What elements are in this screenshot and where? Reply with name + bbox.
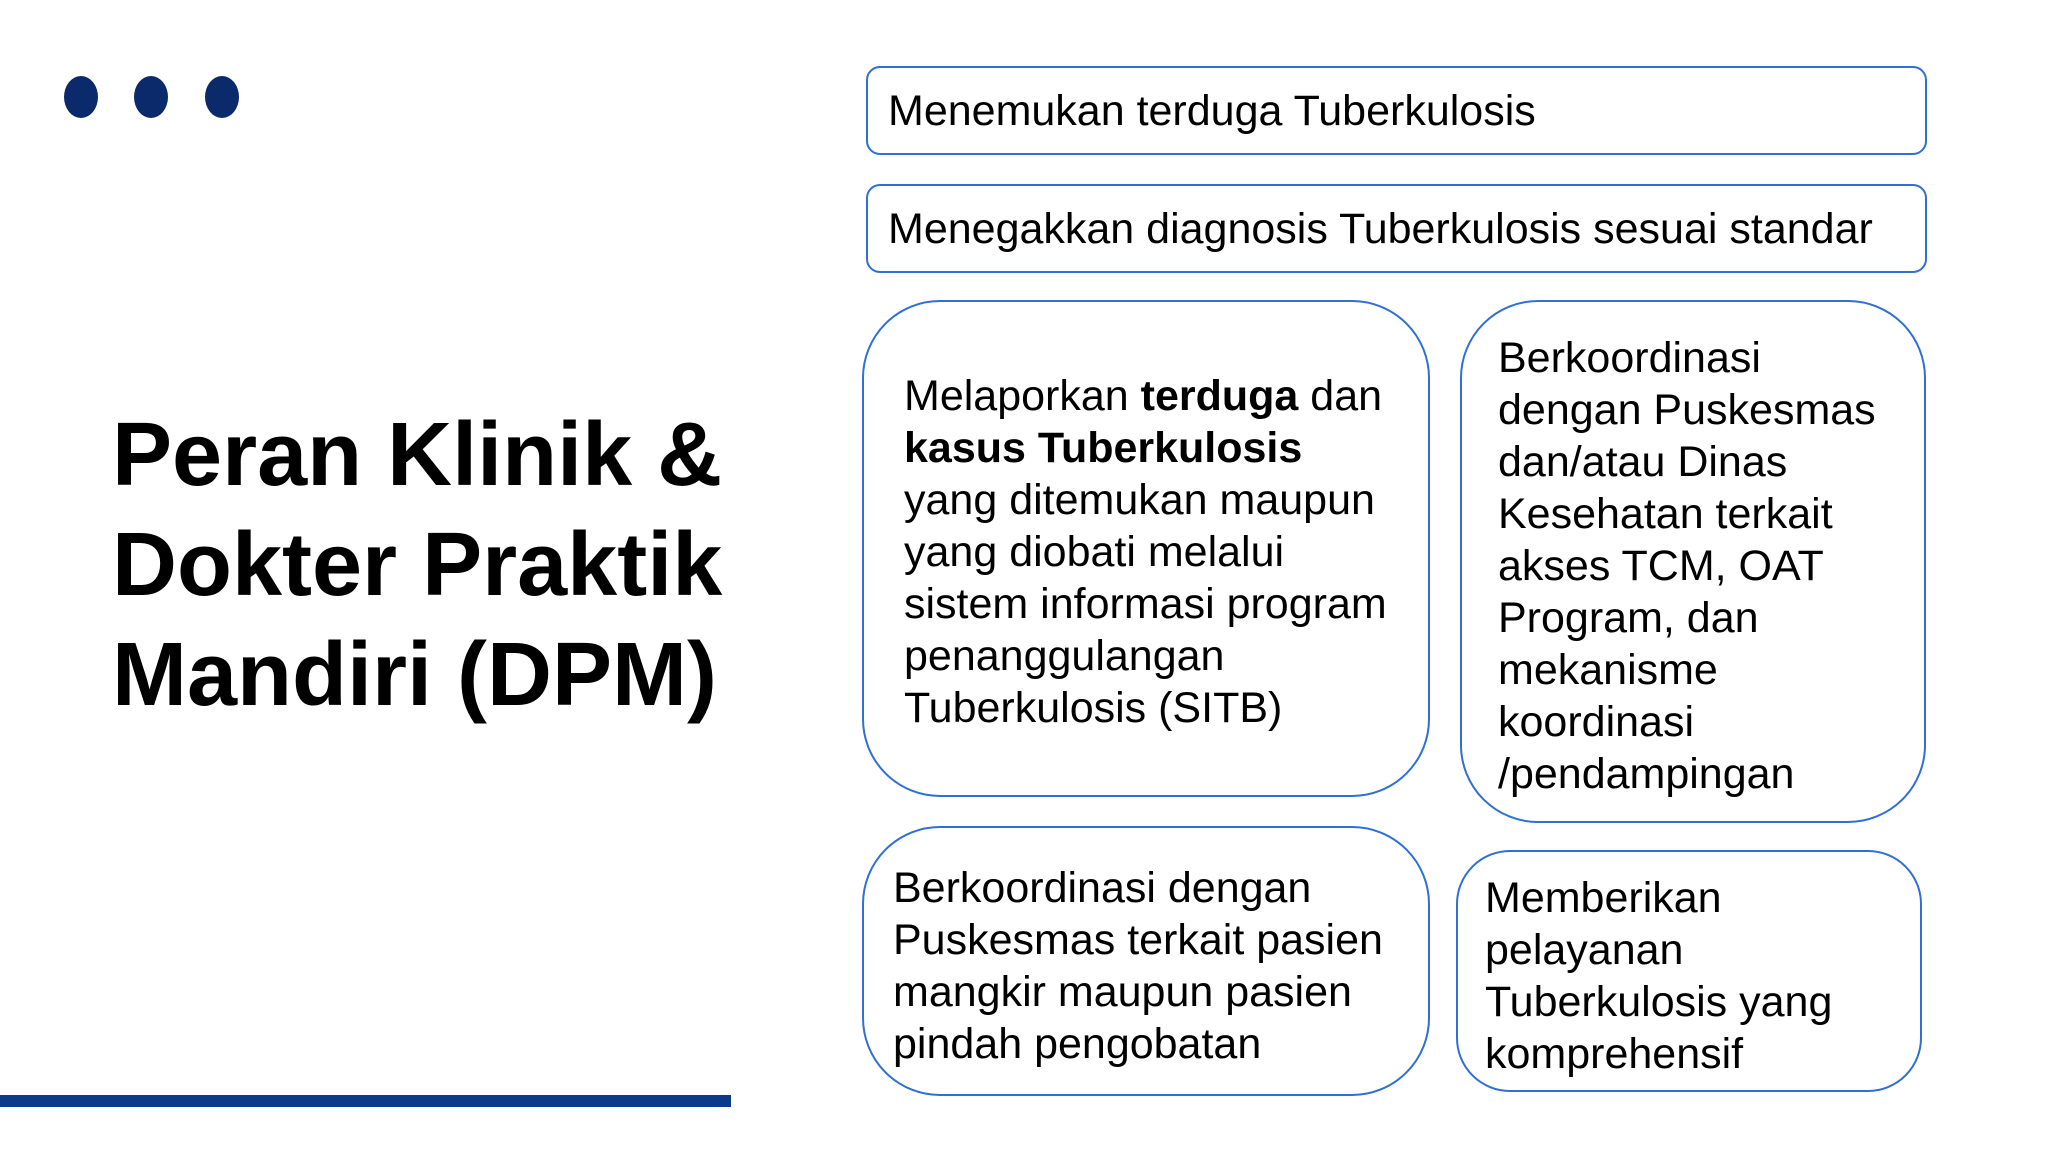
coord-access-line-3: dan/atau Dinas — [1498, 438, 1788, 486]
coord-patients-line-4: pindah pengobatan — [893, 1020, 1262, 1068]
role-text-diagnose: Menegakkan diagnosis Tuberkulosis sesuai standar — [888, 204, 1873, 253]
service-line-1: Memberikan — [1485, 874, 1722, 922]
role-box-report — [862, 300, 1430, 797]
service-line-3: Tuberkulosis yang — [1485, 978, 1833, 1026]
report-bold-cases: kasus Tuberkulosis — [904, 424, 1303, 472]
slide-title-line-2: Dokter Praktik — [112, 515, 723, 615]
report-intro: Melaporkan — [904, 372, 1141, 420]
report-mid: dan — [1298, 372, 1383, 420]
service-line-2: pelayanan — [1485, 926, 1684, 974]
coord-access-line-8: koordinasi — [1498, 698, 1694, 746]
role-box-coordinate-patients — [862, 826, 1430, 1096]
slide-title — [112, 400, 812, 730]
coord-access-line-1: Berkoordinasi — [1498, 334, 1761, 382]
bottom-accent-bar — [0, 1095, 731, 1107]
decorative-dot-1 — [64, 76, 98, 118]
coord-access-line-9: /pendampingan — [1498, 750, 1795, 798]
coord-access-line-6: Program, dan — [1498, 594, 1759, 642]
role-text-comprehensive-service — [1485, 872, 1832, 1080]
report-line-1 — [904, 370, 1387, 422]
slide-title-line-1: Peran Klinik & — [112, 405, 723, 505]
report-line-5: sistem informasi program — [904, 580, 1387, 628]
coord-patients-line-3: mangkir maupun pasien — [893, 968, 1352, 1016]
report-line-4: yang diobati melalui — [904, 528, 1285, 576]
coord-access-line-5: akses TCM, OAT — [1498, 542, 1824, 590]
role-box-comprehensive-service — [1456, 850, 1922, 1092]
coord-access-line-2: dengan Puskesmas — [1498, 386, 1876, 434]
slide-title-line-3: Mandiri (DPM) — [112, 625, 717, 725]
decorative-dot-3 — [205, 76, 239, 118]
report-line-3: yang ditemukan maupun — [904, 476, 1375, 524]
report-bold-suspect: terduga — [1140, 372, 1299, 420]
coord-patients-line-1: Berkoordinasi dengan — [893, 864, 1312, 912]
coord-patients-line-2: Puskesmas terkait pasien — [893, 916, 1383, 964]
role-text-coordinate-patients — [893, 862, 1383, 1070]
decorative-dot-2 — [134, 76, 168, 118]
role-text-report — [904, 370, 1387, 734]
report-line-7: Tuberkulosis (SITB) — [904, 684, 1283, 732]
role-text-find-suspects: Menemukan terduga Tuberkulosis — [888, 86, 1536, 135]
role-box-find-suspects — [866, 66, 1927, 155]
role-box-diagnose — [866, 184, 1927, 273]
coord-access-line-7: mekanisme — [1498, 646, 1718, 694]
role-text-coordinate-access — [1498, 332, 1876, 800]
service-line-4: komprehensif — [1485, 1030, 1744, 1078]
role-box-coordinate-access — [1460, 300, 1926, 823]
report-line-6: penanggulangan — [904, 632, 1225, 680]
coord-access-line-4: Kesehatan terkait — [1498, 490, 1833, 538]
